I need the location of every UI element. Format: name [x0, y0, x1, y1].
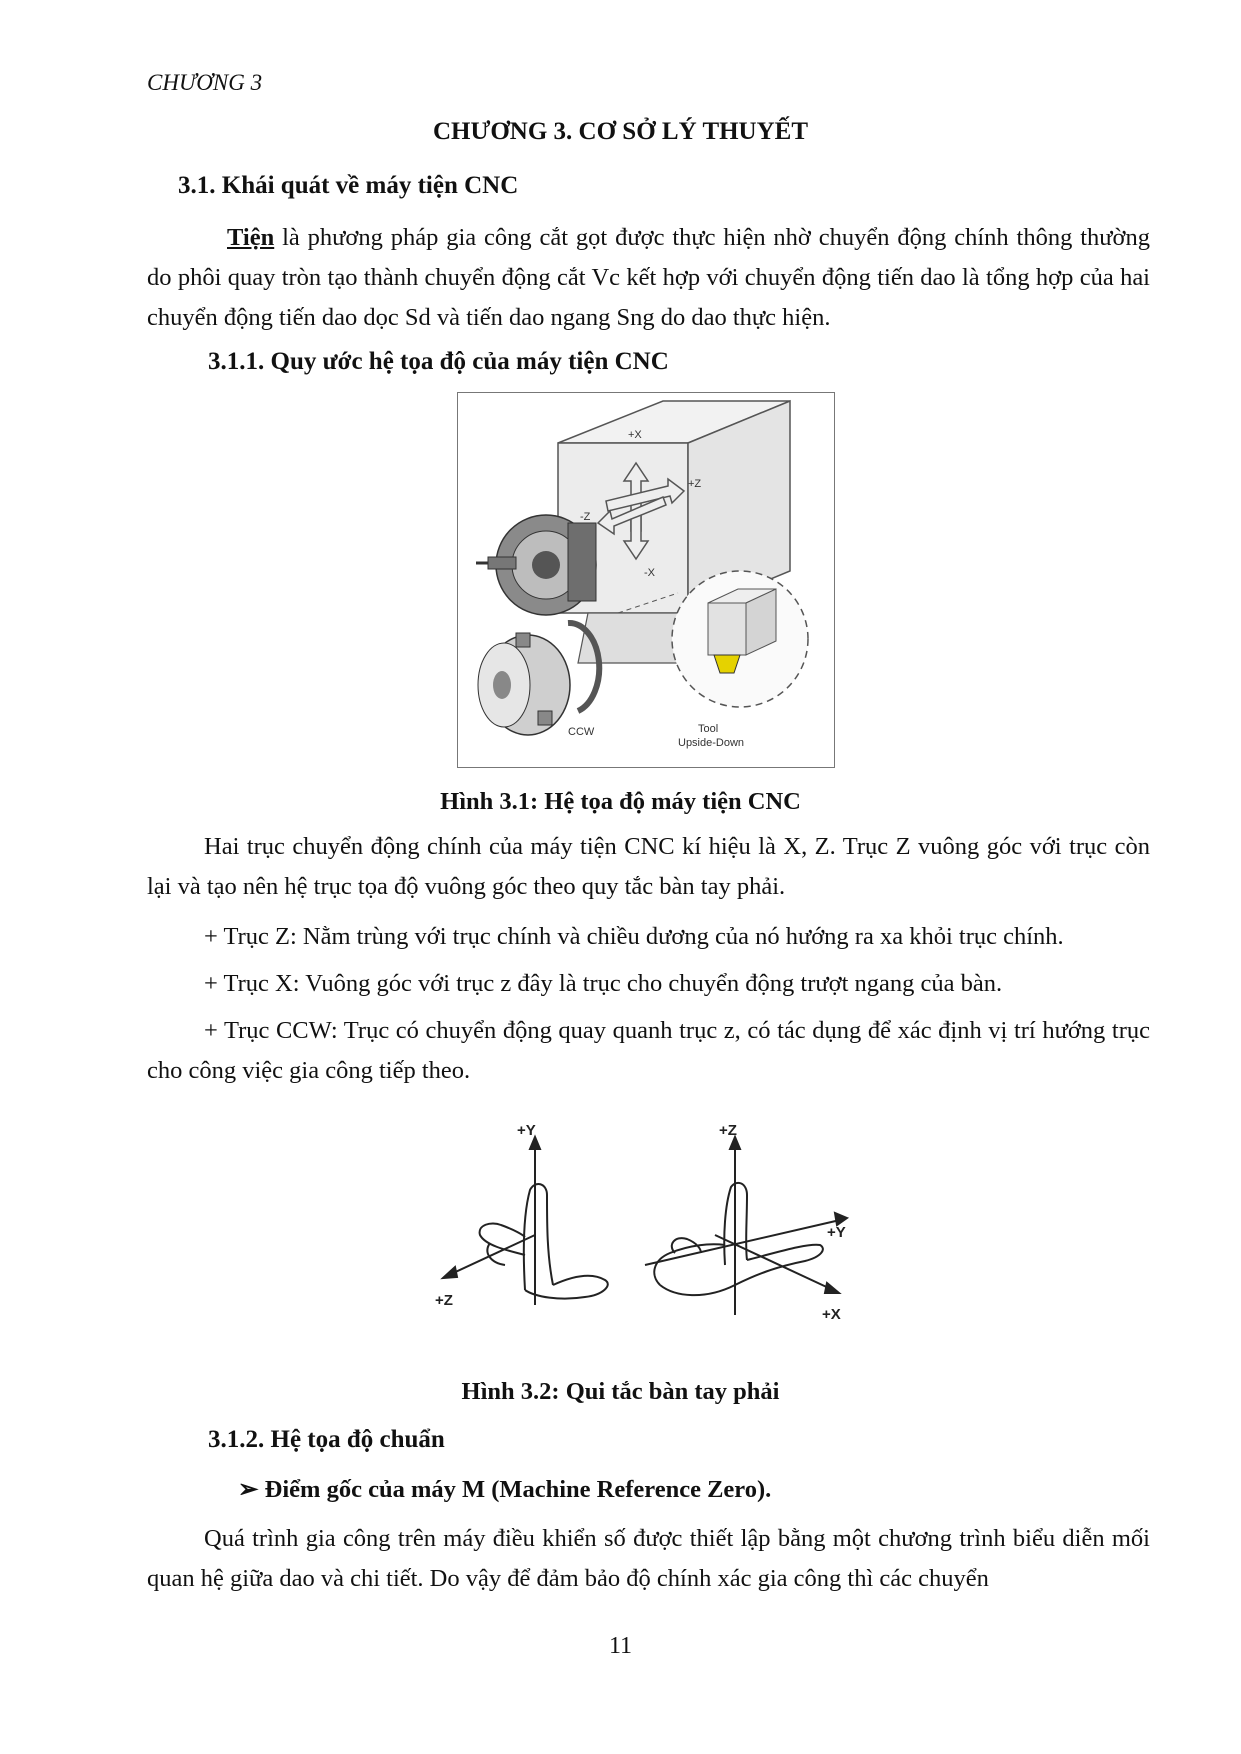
page-number: 11 [608, 1633, 633, 1659]
arrow-bullet-icon: ➢ [238, 1476, 265, 1503]
figure-1-caption: Hình 3.1: Hệ tọa độ máy tiện CNC [440, 788, 801, 815]
term-tien: Tiện [227, 224, 275, 251]
label-plus-x: +X [628, 429, 642, 441]
running-header: CHƯƠNG 3 [147, 70, 263, 95]
machine-zero-paragraph: Quá trình gia công trên máy điều khiển số được thiết lập bằng một chương trình biểu diễn mối quan hệ giữa dao và chi tiết. Do vậy để đảm bảo độ chính xác gia công thì các chuyển [147, 1525, 1150, 1592]
bullet-machine-zero-text: Điểm gốc của máy M (Machine Reference Zero). [264, 1476, 772, 1503]
figure-right-hand-rule [435, 1125, 855, 1325]
chapter-title: CHƯƠNG 3. CƠ SỞ LÝ THUYẾT [432, 118, 809, 145]
intro-paragraph-text: là phương pháp gia công cắt gọt được thực hiện nhờ chuyển động chính thông thường do phôi quay tròn tạo thành chuyển động cắt Vc kết hợp với chuyển động tiến dao là tổng hợp của hai chuyển động tiến dao dọc Sd và tiến dao ngang Sng do dao thực hiện. [147, 224, 1150, 331]
bullet-ccw-axis: + Trục CCW: Trục có chuyển động quay quanh trục z, có tác dụng để xác định vị trí hướng trục cho công việc gia công tiếp theo. [147, 1017, 1150, 1084]
label-tool: Tool [698, 723, 719, 735]
figure-lathe-coordinate-system [457, 392, 835, 768]
section-heading-3-1-2: 3.1.2. Hệ tọa độ chuẩn [208, 1426, 445, 1453]
section-heading-3-1-1: 3.1.1. Quy ước hệ tọa độ của máy tiện CNC [208, 348, 669, 375]
section-heading-3-1: 3.1. Khái quát về máy tiện CNC [178, 172, 519, 199]
right-label-x: +X [822, 1306, 841, 1323]
left-label-y: +Y [517, 1125, 536, 1139]
label-plus-z: +Z [688, 478, 702, 490]
left-hand-diagram [443, 1137, 608, 1305]
right-label-y: +Y [827, 1224, 846, 1241]
right-hand-diagram [645, 1137, 847, 1315]
bullet-x-axis: + Trục X: Vuông góc với trục z đây là trục cho chuyển động trượt ngang của bàn. [204, 970, 1003, 997]
tool-turret [476, 515, 596, 615]
left-label-z: +Z [435, 1292, 453, 1309]
bullet-z-axis: + Trục Z: Nằm trùng với trục chính và chiều dương của nó hướng ra xa khỏi trục chính. [204, 923, 1064, 950]
label-upside-down: Upside-Down [678, 737, 745, 749]
label-minus-x: -X [644, 567, 655, 579]
figure-2-caption: Hình 3.2: Qui tắc bàn tay phải [461, 1378, 780, 1405]
bullet-machine-zero [238, 1474, 771, 1504]
intro-paragraph [147, 218, 1150, 338]
spindle-chuck [478, 633, 570, 735]
label-minus-z: -Z [580, 511, 591, 523]
axes-paragraph: Hai trục chuyển động chính của máy tiện CNC kí hiệu là X, Z. Trục Z vuông góc với trục còn lại và tạo nên hệ trục tọa độ vuông góc theo quy tắc bàn tay phải. [147, 833, 1150, 900]
label-ccw: CCW [568, 726, 595, 738]
right-label-z: +Z [719, 1125, 737, 1139]
